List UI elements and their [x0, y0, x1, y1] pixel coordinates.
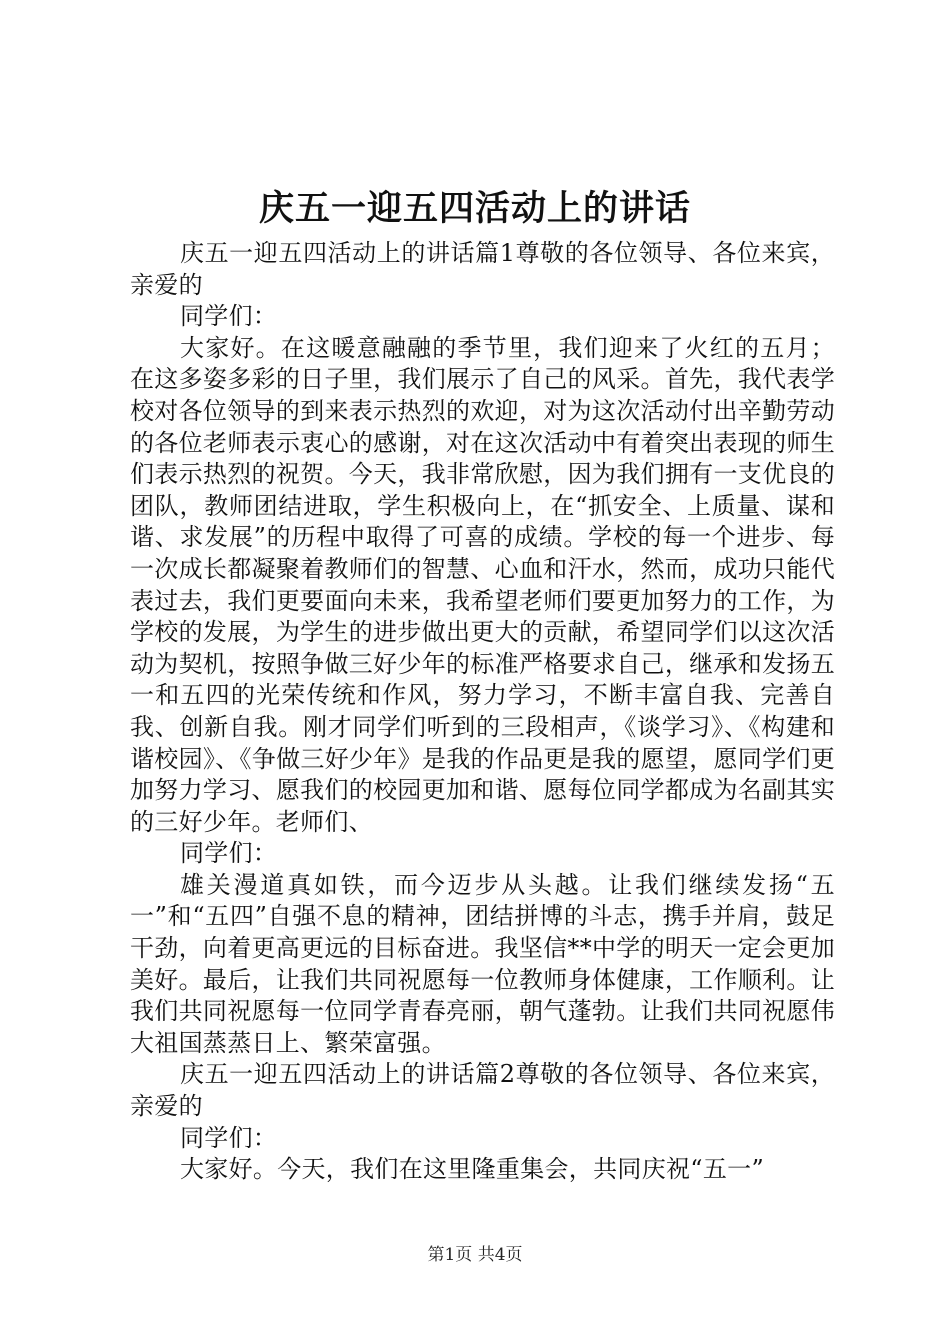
page-number-footer: 第1页 共4页	[427, 1245, 523, 1265]
paragraph-speech-closing-1: 雄关漫道真如铁，而今迈步从头越。让我们继续发扬“五一”和“五四”自强不息的精神，团结拼博的斗志，携手并肩，鼓足干劲，向着更高更远的目标奋进。我坚信**中学的明天一定会更加美好。最后，让我们共同祝愿每一位教师身体健康，工作顺利。让我们共同祝愿每一位同学青春亮丽，朝气蓬勃。让我们共同祝愿伟大祖国蒸蒸日上、繁荣富强。	[130, 870, 835, 1057]
paragraph-intro-2: 庆五一迎五四活动上的讲话篇2尊敬的各位领导、各位来宾，亲爱的	[130, 1060, 835, 1121]
paragraph-salutation-3: 同学们：	[180, 1123, 278, 1152]
document-body	[130, 238, 835, 1186]
paragraph-intro-1: 庆五一迎五四活动上的讲话篇1尊敬的各位领导、各位来宾，亲爱的	[130, 239, 835, 299]
paragraph-salutation-2: 同学们：	[180, 839, 278, 868]
paragraph-speech-body-1: 大家好。在这暖意融融的季节里，我们迎来了火红的五月；在这多姿多彩的日子里，我们展示了自己的风采。首先，我代表学校对各位领导的到来表示热烈的欢迎，对为这次活动付出辛勤劳动的各位老师表示衷心的感谢，对在这次活动中有着突出表现的师生们表示热烈的祝贺。今天，我非常欣慰，因为我们拥有一支优良的团队，教师团结进取，学生积极向上，在“抓安全、上质量、谋和谐、求发展”的历程中取得了可喜的成绩。学校的每一个进步、每一次成长都凝聚着教师们的智慧、心血和汗水，然而，成功只能代表过去，我们更要面向未来，我希望老师们要更加努力的工作，为学校的发展，为学生的进步做出更大的贡献，希望同学们以这次活动为契机，按照争做三好少年的标准严格要求自己，继承和发扬五一和五四的光荣传统和作风，努力学习，不断丰富自我、完善自我、创新自我。刚才同学们听到的三段相声，《谈学习》、《构建和谐校园》、《争做三好少年》是我的作品更是我的愿望，愿同学们更加努力学习、愿我们的校园更加和谐、愿每位同学都成为名副其实的三好少年。老师们、	[130, 333, 835, 836]
paragraph-salutation-1: 同学们：	[180, 302, 278, 331]
document-title: 庆五一迎五四活动上的讲话	[258, 188, 691, 229]
paragraph-speech-body-2: 大家好。今天，我们在这里隆重集会，共同庆祝“五一”	[180, 1155, 765, 1184]
